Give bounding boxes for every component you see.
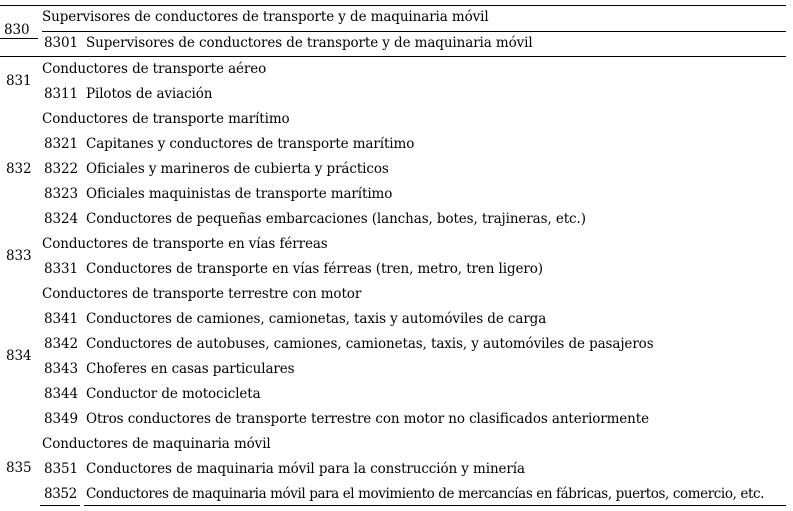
item-label: Capitanes y conductores de transporte marítimo — [86, 136, 415, 152]
list-item-8352 — [44, 482, 789, 507]
list-item-8342 — [44, 332, 789, 357]
group-title-835: Conductores de maquinaria móvil — [42, 436, 271, 452]
item-code: 8311 — [44, 86, 78, 102]
list-item-8343 — [44, 357, 789, 382]
item-code: 8324 — [44, 211, 78, 227]
item-label: Otros conductores de transporte terrestre con motor no clasificados anteriormente — [86, 411, 649, 427]
list-item-8321 — [44, 132, 789, 157]
item-label: Oficiales y marineros de cubierta y prácticos — [86, 161, 389, 177]
item-code: 8323 — [44, 186, 78, 202]
item-code: 8343 — [44, 361, 78, 377]
item-label: Conductores de transporte en vías férreas (tren, metro, tren ligero) — [86, 261, 543, 277]
item-label: Conductores de camiones, camionetas, taxis y automóviles de carga — [86, 311, 547, 327]
item-code: 8349 — [44, 411, 78, 427]
item-label: Conductores de maquinaria móvil para la construcción y minería — [86, 461, 525, 477]
item-label: Conductores de autobuses, camiones, camionetas, taxis, y automóviles de pasajeros — [86, 336, 654, 352]
item-code: 8321 — [44, 136, 78, 152]
item-code: 8341 — [44, 311, 78, 327]
group-code-835: 835 — [6, 460, 32, 476]
item-code: 8352 — [44, 486, 77, 502]
item-code: 8301 — [44, 35, 78, 51]
item-code: 8351 — [44, 461, 78, 477]
group-code-832: 832 — [6, 161, 32, 177]
item-label: Conductores de maquinaria móvil para el movimiento de mercancías en fábricas, puertos, comercio, etc. — [86, 486, 765, 502]
list-item-8311 — [44, 82, 789, 107]
item-code: 8344 — [44, 386, 78, 402]
group-title-830: Supervisores de conductores de transporte y de maquinaria móvil — [42, 9, 489, 25]
list-item-8322 — [44, 157, 789, 182]
item-label: Conductor de motocicleta — [86, 386, 261, 402]
item-code: 8322 — [44, 161, 78, 177]
group-code-830: 830 — [4, 22, 30, 38]
list-item-8341 — [44, 307, 789, 332]
list-item-8323 — [44, 182, 789, 207]
item-label: Pilotos de aviación — [86, 86, 213, 102]
list-item-8301 — [44, 31, 789, 56]
item-label: Conductores de pequeñas embarcaciones (lanchas, botes, trajineras, etc.) — [86, 211, 586, 227]
group-title-832: Conductores de transporte marítimo — [42, 111, 290, 127]
group-code-831: 831 — [6, 73, 32, 89]
item-label: Oficiales maquinistas de transporte marítimo — [86, 186, 393, 202]
list-item-8349 — [44, 407, 789, 432]
item-code: 8331 — [44, 261, 78, 277]
group-code-834: 834 — [6, 348, 32, 364]
group-title-831: Conductores de transporte aéreo — [42, 61, 267, 77]
item-label: Supervisores de conductores de transporte y de maquinaria móvil — [86, 35, 533, 51]
item-code: 8342 — [44, 336, 78, 352]
list-item-8351 — [44, 457, 789, 482]
group-title-833: Conductores de transporte en vías férreas — [42, 236, 328, 252]
group-title-834: Conductores de transporte terrestre con motor — [42, 286, 362, 302]
list-item-8324 — [44, 207, 789, 232]
list-item-8344 — [44, 382, 789, 407]
list-item-8331 — [44, 257, 789, 282]
item-label: Choferes en casas particulares — [86, 361, 295, 377]
group-code-833: 833 — [6, 248, 32, 264]
